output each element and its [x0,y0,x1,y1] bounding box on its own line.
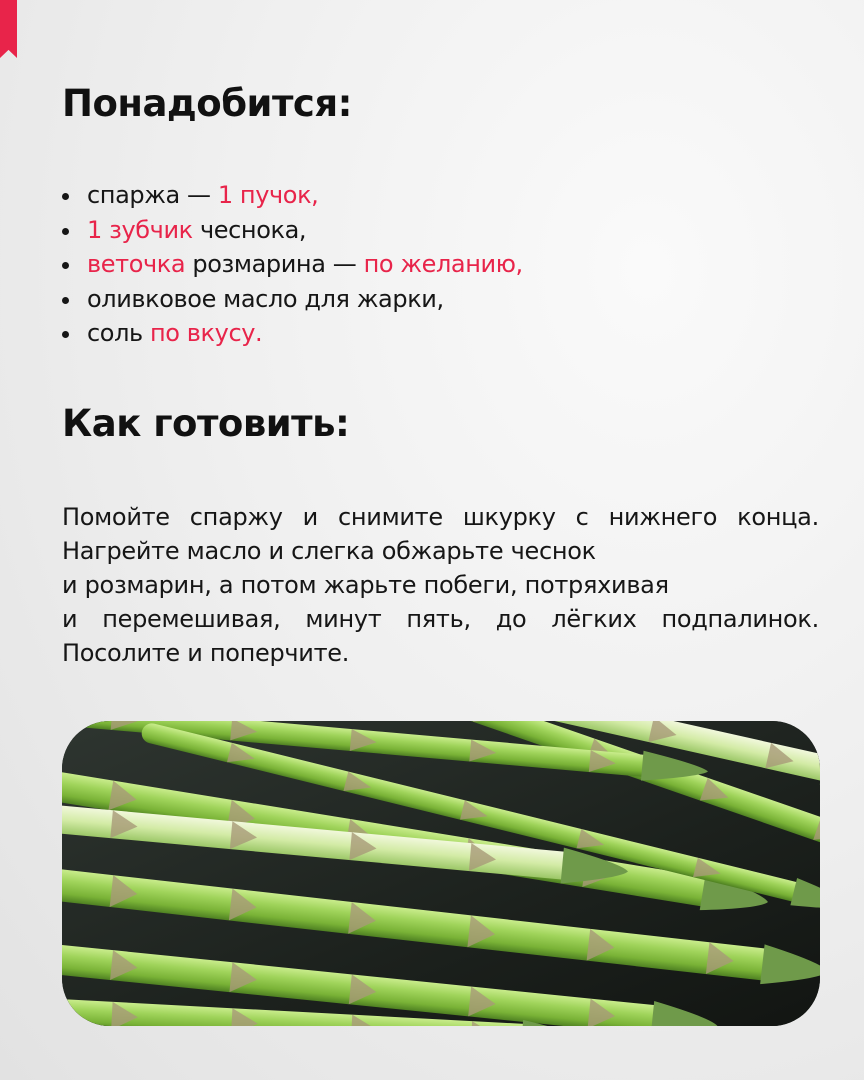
instruction-word: Помойте [62,503,170,531]
instruction-word: перемешивая, [102,605,281,633]
instruction-word: лёгких [551,605,637,633]
asparagus-image [62,721,820,1026]
instruction-line: Посолите и поперчите. [62,639,350,667]
instruction-word: с [575,503,589,531]
asparagus-photo [62,721,820,1026]
list-item: спаржа — 1 пучок, [62,178,822,213]
instruction-word: нижнего [608,503,718,531]
list-item: веточка розмарина — по желанию, [62,247,822,282]
list-item: оливковое масло для жарки, [62,282,822,317]
instruction-line [62,500,819,534]
instruction-line: и розмарин, а потом жарьте побеги, потряхивая [62,571,669,599]
instruction-word: конца. [737,503,819,531]
howto-heading: Как готовить: [62,402,350,445]
instruction-word: пять, [406,605,471,633]
instruction-word: подпалинок. [661,605,819,633]
ingredients-heading: Понадобится: [62,82,352,125]
instruction-line: Нагрейте масло и слегка обжарьте чеснок [62,537,596,565]
instructions-text [62,500,819,670]
instruction-word: и [62,605,78,633]
instruction-word: минут [305,605,382,633]
list-item: соль по вкусу. [62,316,822,351]
instruction-line [62,602,819,636]
ingredients-list [62,178,822,351]
instruction-word: шкурку [462,503,556,531]
instruction-word: спаржу [189,503,283,531]
instruction-word: и [302,503,318,531]
instruction-word: снимите [337,503,443,531]
instruction-word: до [495,605,527,633]
bookmark-ribbon [0,0,17,58]
list-item: 1 зубчик чеснока, [62,213,822,248]
